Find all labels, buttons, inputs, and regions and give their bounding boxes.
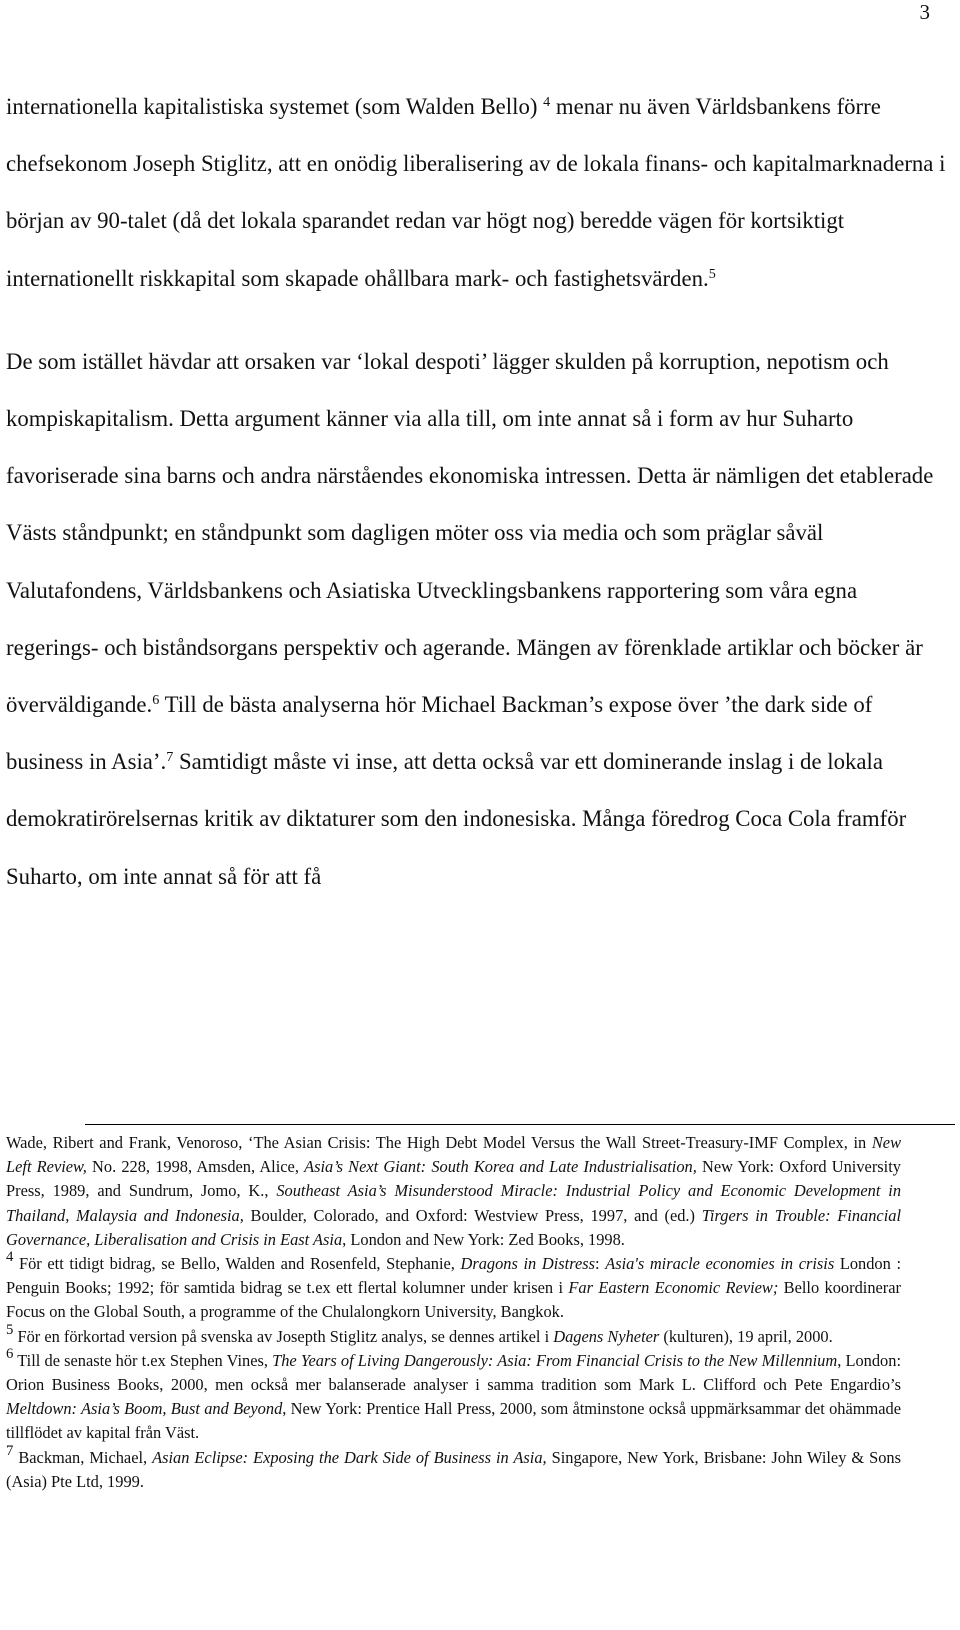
italic-title: Dragons in Distress [460,1254,595,1274]
text-run: menar nu även Världsbankens förre chefsekonom Joseph Stiglitz, att en onödig liberalisering av de lokala finans- och kapitalmarknaderna i början av 90-talet (då det lokala sparandet redan var högt nog) beredde vägen för kortsiktigt internationellt riskkapital som skapade ohållbara mark- och fastighetsvärden. [6,94,946,291]
footnote-number: 6 [6,1345,14,1362]
footnote [6,1131,901,1252]
text-run: Wade, Ribert and Frank, Venoroso, ‘The Asian Crisis: The High Debt Model Versus the Wall Street-Treasury-IMF Complex, in [6,1133,872,1152]
text-run: : [595,1254,606,1274]
text-run: internationella kapitalistiska systemet (som Walden Bello) [6,94,544,119]
text-run: , London and New York: Zed Books, 1998. [342,1229,625,1249]
italic-title: Asia’s Next Giant: South Korea and Late Industrialisation, [304,1157,697,1177]
text-run: (kulturen), 19 april, 2000. [659,1326,833,1346]
italic-title: New Left Review, [6,1133,901,1177]
italic-title: Far Eastern Economic Review; [568,1278,779,1298]
footnote-number: 5 [6,1321,14,1338]
page-number: 3 [919,0,930,24]
footnote [6,1248,902,1325]
text-run: No. 228, 1998, Amsden, Alice, [86,1157,305,1177]
italic-title: Tirgers in Trouble: Financial Governance, Liberalisation and Crisis in East Asia [6,1205,902,1249]
text-run: Backman, Michael, [13,1447,153,1467]
text-run: Boulder, Colorado, and Oxford: Westview Press, 1997, and (ed.) [243,1205,702,1225]
text-run: New York: Oxford University Press, 1989, and Sundrum, Jomo, K., [6,1157,901,1201]
italic-title: The Years of Living Dangerously: Asia: From Financial Crisis to the New Millennium [272,1350,838,1370]
text-run: Bello koordinerar Focus on the Global South, a programme of the Chulalongkorn University, Bangkok. [6,1278,901,1322]
footnote-number: 4 [6,1248,14,1265]
footnotes [6,1131,901,1494]
footnote [6,1442,901,1494]
body-text [6,78,951,905]
footnote-reference: 6 [152,692,160,709]
footnote-reference: 4 [543,94,551,111]
italic-title: Asian Eclipse: Exposing the Dark Side of Business in Asia, [152,1447,547,1467]
paragraph [6,333,951,905]
footnote [6,1321,901,1349]
text-run: Singapore, New York, Brisbane: John Wiley & Sons (Asia) Pte Ltd, 1999. [6,1447,901,1491]
italic-title: Asia's miracle economies in crisis [605,1254,835,1274]
italic-title: Southeast Asia’s Misunderstood Miracle: Industrial Policy and Economic Development in Thailand, Malaysia and Indonesia, [6,1181,902,1225]
text-run: Till de bästa analyserna hör Michael Backman’s expose över ’the dark side of business in Asia’. [6,692,873,775]
text-run: , New York: Prentice Hall Press, 2000, som åtminstone också uppmärksammar det ohämmade tillflödet av kapital från Väst. [6,1399,901,1443]
italic-title: Meltdown: Asia’s Boom, Bust and Beyond [6,1399,283,1419]
text-run: London : Penguin Books; 1992; för samtida bidrag se t.ex ett flertal kolumner under krisen i [6,1254,902,1298]
footnote-reference: 5 [708,265,716,282]
text-run: De som istället hävdar att orsaken var ‘lokal despoti’ lägger skulden på korruption, nepotism och kompiskapitalism. Detta argument känner via alla till, om inte annat så i form av hur Suharto favoriserade sina barns och andra närståendes ekonomiska intressen. Detta är nämligen det etablerade Västs ståndpunkt; en ståndpunkt som dagligen möter oss via media och som präglar såväl Valutafondens, Världsbankens och Asiatiska Utvecklingsbankens rapportering som våra egna regerings- och biståndsorgans perspektiv och agerande. Mängen av förenklade artiklar och böcker är överväldigande. [6,348,934,718]
footnote [6,1345,901,1446]
italic-title: Dagens Nyheter [553,1326,660,1346]
text-run: Samtidigt måste vi inse, att detta också var ett dominerande inslag i de lokala demokratirörelsernas kritik av diktaturer som den indonesiska. Många föredrog Coca Cola framför Suharto, om inte annat så för att få [6,749,907,889]
text-run: Till de senaste hör t.ex Stephen Vines, [13,1350,273,1370]
footnote-number: 7 [6,1442,14,1459]
footnote-reference: 7 [166,749,174,766]
text-run: För ett tidigt bidrag, se Bello, Walden and Rosenfeld, Stephanie, [13,1254,461,1274]
footnote-separator [85,1124,955,1125]
text-run: För en förkortad version på svenska av Josepth Stiglitz analys, se dennes artikel i [13,1326,554,1346]
paragraph [6,78,951,307]
text-run: , London: Orion Business Books, 2000, men också mer balanserade analyser i samma tradition som Mark L. Clifford och Pete Engardio’s [6,1350,901,1395]
